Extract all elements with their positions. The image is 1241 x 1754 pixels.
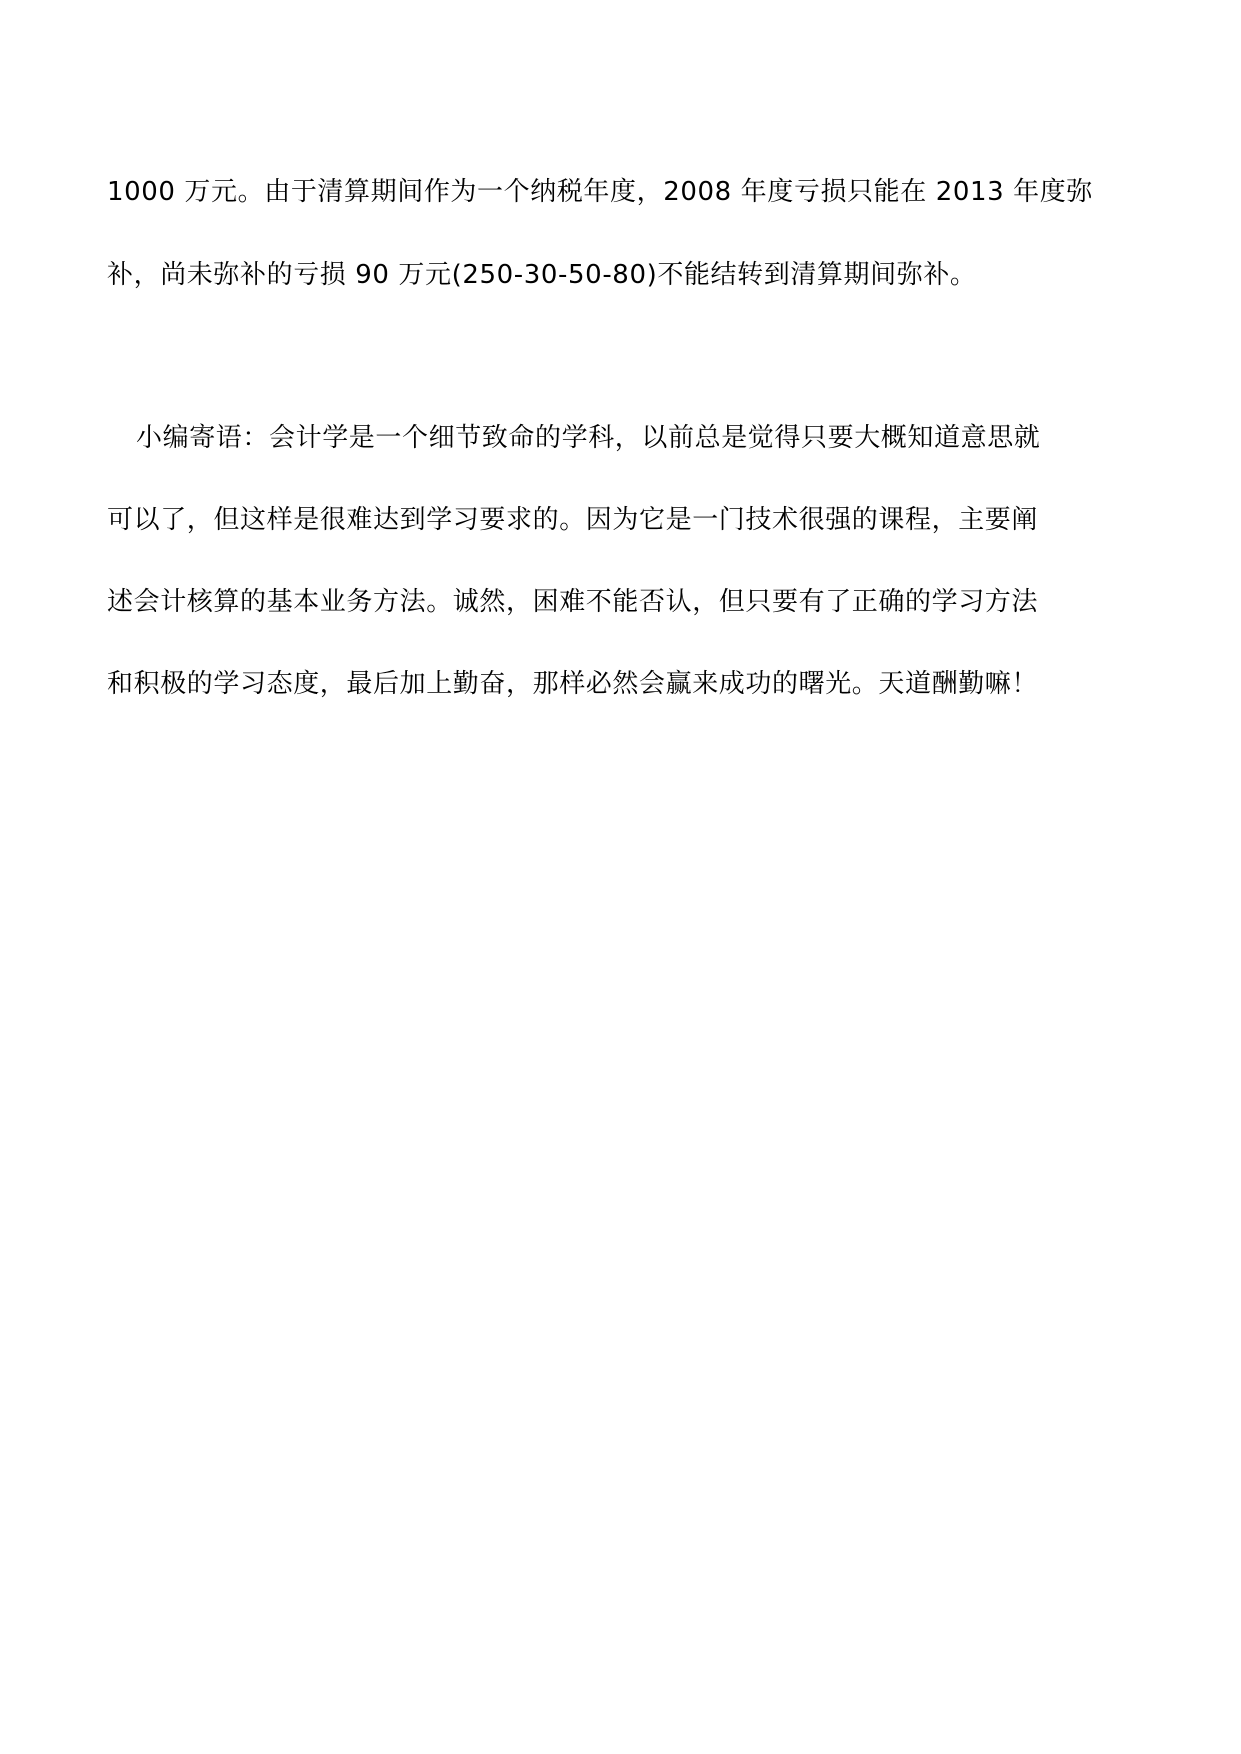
paragraph-2-line-4: 和积极的学习态度，最后加上勤奋，那样必然会赢来成功的曙光。天道酬勤嘛！ <box>107 669 1039 699</box>
paragraph-1-line-1: 1000 万元。由于清算期间作为一个纳税年度，2008 年度亏损只能在 2013 年度弥 <box>107 177 1093 207</box>
paragraph-1-line-2: 补，尚未弥补的亏损 90 万元(250-30-50-80)不能结转到清算期间弥补。 <box>107 260 977 290</box>
paragraph-2-line-2: 可以了，但这样是很难达到学习要求的。因为它是一门技术很强的课程，主要阐 <box>107 505 1039 535</box>
paragraph-2-line-1: 小编寄语：会计学是一个细节致命的学科，以前总是觉得只要大概知道意思就 <box>136 423 1041 453</box>
paragraph-2-line-3: 述会计核算的基本业务方法。诚然，困难不能否认，但只要有了正确的学习方法 <box>107 587 1039 617</box>
